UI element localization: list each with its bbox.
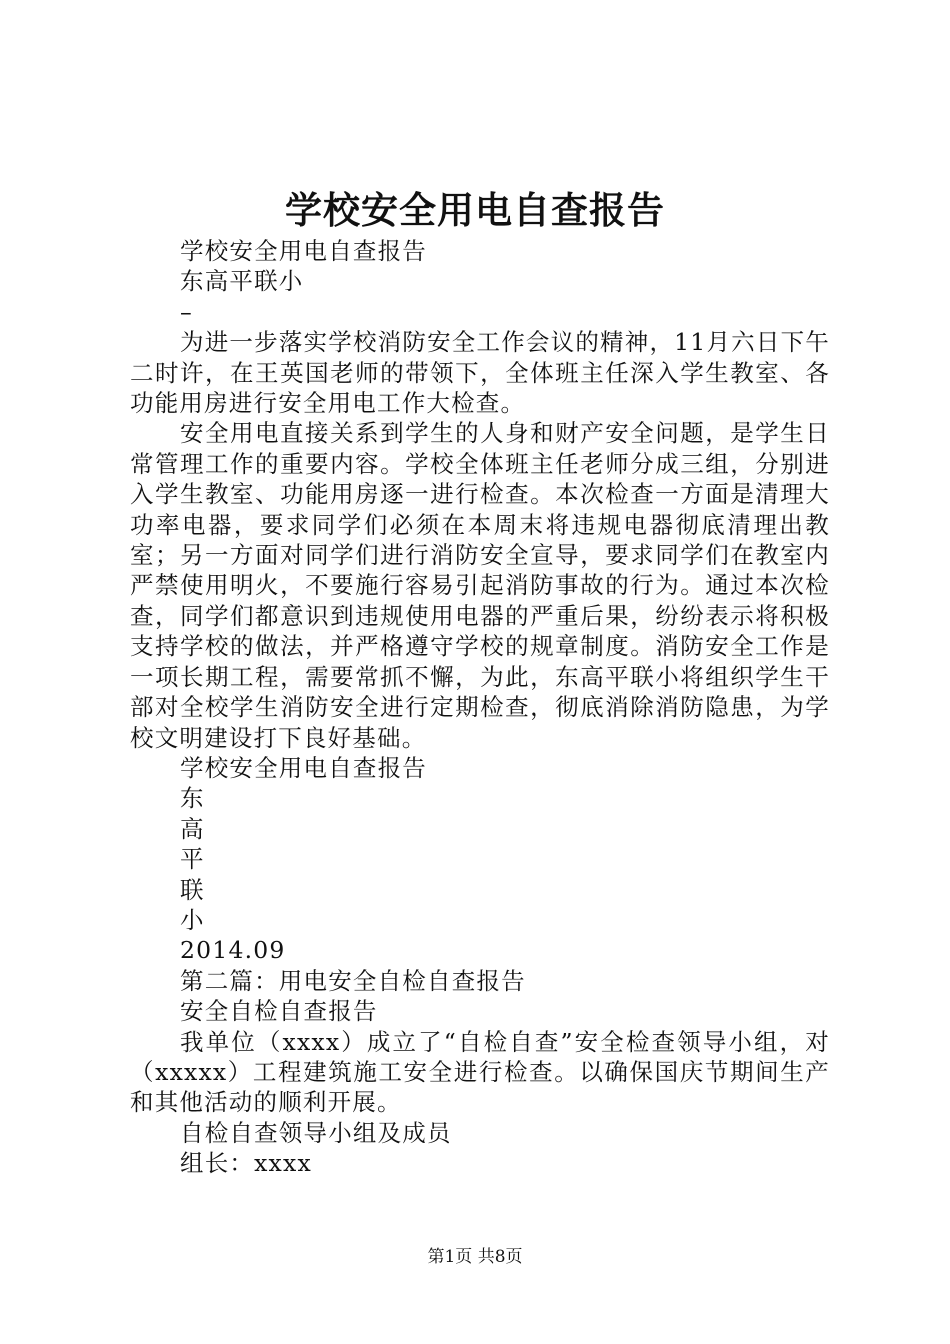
signature-char: 联 bbox=[180, 875, 205, 904]
document-body bbox=[130, 236, 830, 1179]
leader-line: 组长：xxxx bbox=[180, 1149, 312, 1178]
signature-char: 小 bbox=[180, 905, 205, 934]
page-footer: 第1页 共8页 bbox=[427, 1247, 523, 1267]
paragraph-1: 为进一步落实学校消防安全工作会议的精神，11月六日下午二时许，在王英国老师的带领下，全体班主任深入学生教室、各功能用房进行安全用电工作大检查。 bbox=[130, 328, 830, 418]
chapter-2-heading: 第二篇：用电安全自检自查报告 bbox=[180, 966, 526, 995]
dash-line: – bbox=[180, 297, 193, 326]
signature-char: 高 bbox=[180, 814, 205, 843]
document-title: 学校安全用电自查报告 bbox=[285, 189, 665, 232]
paragraph-3: 我单位（xxxx）成立了“自检自查”安全检查领导小组，对（xxxxx）工程建筑施工安全进行检查。以确保国庆节期间生产和其他活动的顺利开展。 bbox=[130, 1027, 830, 1117]
group-heading: 自检自查领导小组及成员 bbox=[180, 1118, 452, 1147]
subtitle: 学校安全用电自查报告 bbox=[180, 237, 427, 265]
paragraph-2: 安全用电直接关系到学生的人身和财产安全问题，是学生日常管理工作的重要内容。学校全体班主任老师分成三组，分别进入学生教室、功能用房逐一进行检查。本次检查一方面是清理大功率电器，要求同学们必须在本周末将违规电器彻底清理出教室；另一方面对同学们进行消防安全宣导，要求同学们在教室内严禁使用明火，不要施行容易引起消防事故的行为。通过本次检查，同学们都意识到违规使用电器的严重后果，纷纷表示将积极支持学校的做法，并严格遵守学校的规章制度。消防安全工作是一项长期工程，需要常抓不懈，为此，东高平联小将组织学生干部对全校学生消防安全进行定期检查，彻底消除消防隐患，为学校文明建设打下良好基础。 bbox=[130, 419, 830, 752]
date-line: 2014.09 bbox=[180, 936, 286, 965]
school-name: 东高平联小 bbox=[180, 267, 304, 296]
chapter-2-subtitle: 安全自检自查报告 bbox=[180, 997, 378, 1026]
closing-title: 学校安全用电自查报告 bbox=[180, 753, 427, 782]
signature-char: 东 bbox=[180, 784, 205, 813]
signature-char: 平 bbox=[180, 845, 205, 874]
